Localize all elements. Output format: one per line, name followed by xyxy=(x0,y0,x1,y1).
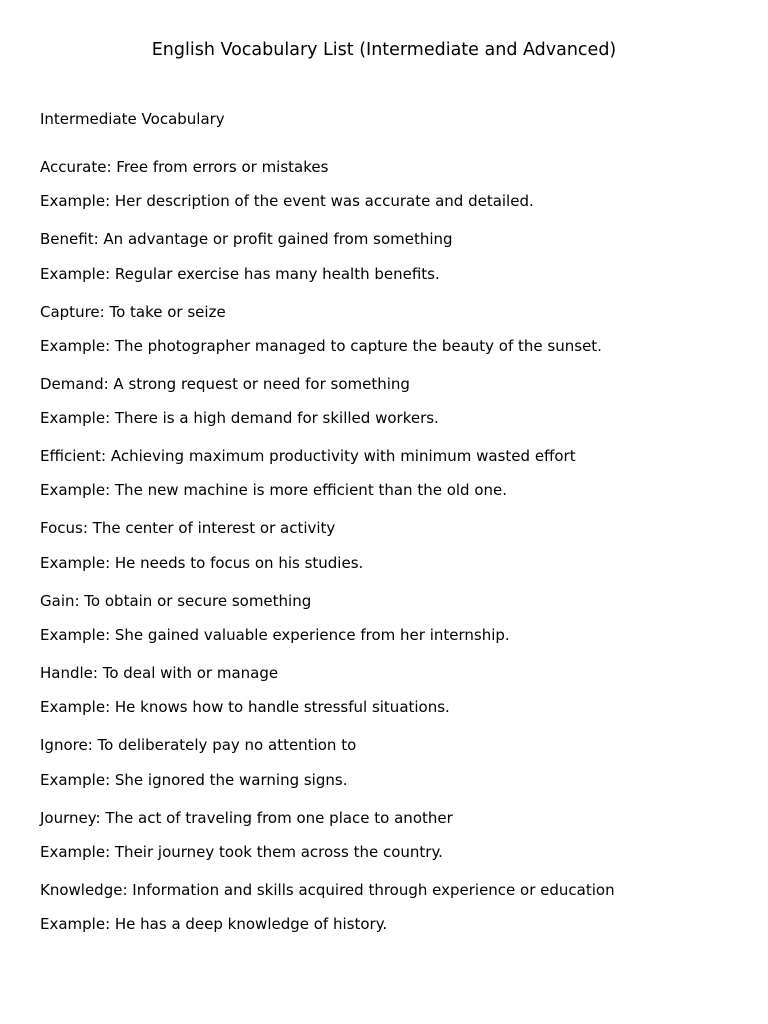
vocabulary-entry xyxy=(40,374,740,446)
entry-example: Example: He needs to focus on his studies. xyxy=(40,553,364,572)
vocabulary-entry xyxy=(40,446,740,518)
document-title: English Vocabulary List (Intermediate and Advanced) xyxy=(151,40,617,60)
vocabulary-list xyxy=(40,157,740,952)
vocabulary-entry xyxy=(40,157,740,229)
section-heading: Intermediate Vocabulary xyxy=(40,110,225,128)
entry-definition: Demand: A strong request or need for something xyxy=(40,374,410,393)
entry-example: Example: Their journey took them across the country. xyxy=(40,842,443,861)
entry-example: Example: The new machine is more efficient than the old one. xyxy=(40,481,508,500)
vocabulary-entry xyxy=(40,518,740,590)
entry-definition: Handle: To deal with or manage xyxy=(40,664,279,683)
entry-example: Example: He knows how to handle stressful situations. xyxy=(40,698,450,717)
entry-example: Example: She gained valuable experience from her internship. xyxy=(40,626,510,645)
entry-definition: Accurate: Free from errors or mistakes xyxy=(40,158,329,176)
entry-definition: Gain: To obtain or secure something xyxy=(40,591,312,610)
entry-example: Example: Regular exercise has many health benefits. xyxy=(40,264,440,283)
vocabulary-entry xyxy=(40,735,740,807)
vocabulary-entry xyxy=(40,808,740,880)
vocabulary-entry xyxy=(40,663,740,735)
entry-definition: Journey: The act of traveling from one place to another xyxy=(40,808,453,827)
entry-definition: Benefit: An advantage or profit gained from something xyxy=(40,230,453,249)
entry-example: Example: She ignored the warning signs. xyxy=(40,770,348,789)
entry-definition: Knowledge: Information and skills acquired through experience or education xyxy=(40,880,615,899)
entry-example: Example: The photographer managed to capture the beauty of the sunset. xyxy=(40,336,602,355)
entry-definition: Focus: The center of interest or activity xyxy=(40,519,336,538)
entry-example: Example: He has a deep knowledge of history. xyxy=(40,915,388,934)
entry-example: Example: Her description of the event was accurate and detailed. xyxy=(40,192,534,211)
vocabulary-entry xyxy=(40,229,740,301)
entry-definition: Ignore: To deliberately pay no attention to xyxy=(40,736,357,755)
vocabulary-entry xyxy=(40,591,740,663)
vocabulary-entry xyxy=(40,302,740,374)
entry-example: Example: There is a high demand for skilled workers. xyxy=(40,409,439,428)
entry-definition: Efficient: Achieving maximum productivity with minimum wasted effort xyxy=(40,447,576,466)
vocabulary-entry xyxy=(40,880,740,952)
entry-definition: Capture: To take or seize xyxy=(40,302,226,321)
